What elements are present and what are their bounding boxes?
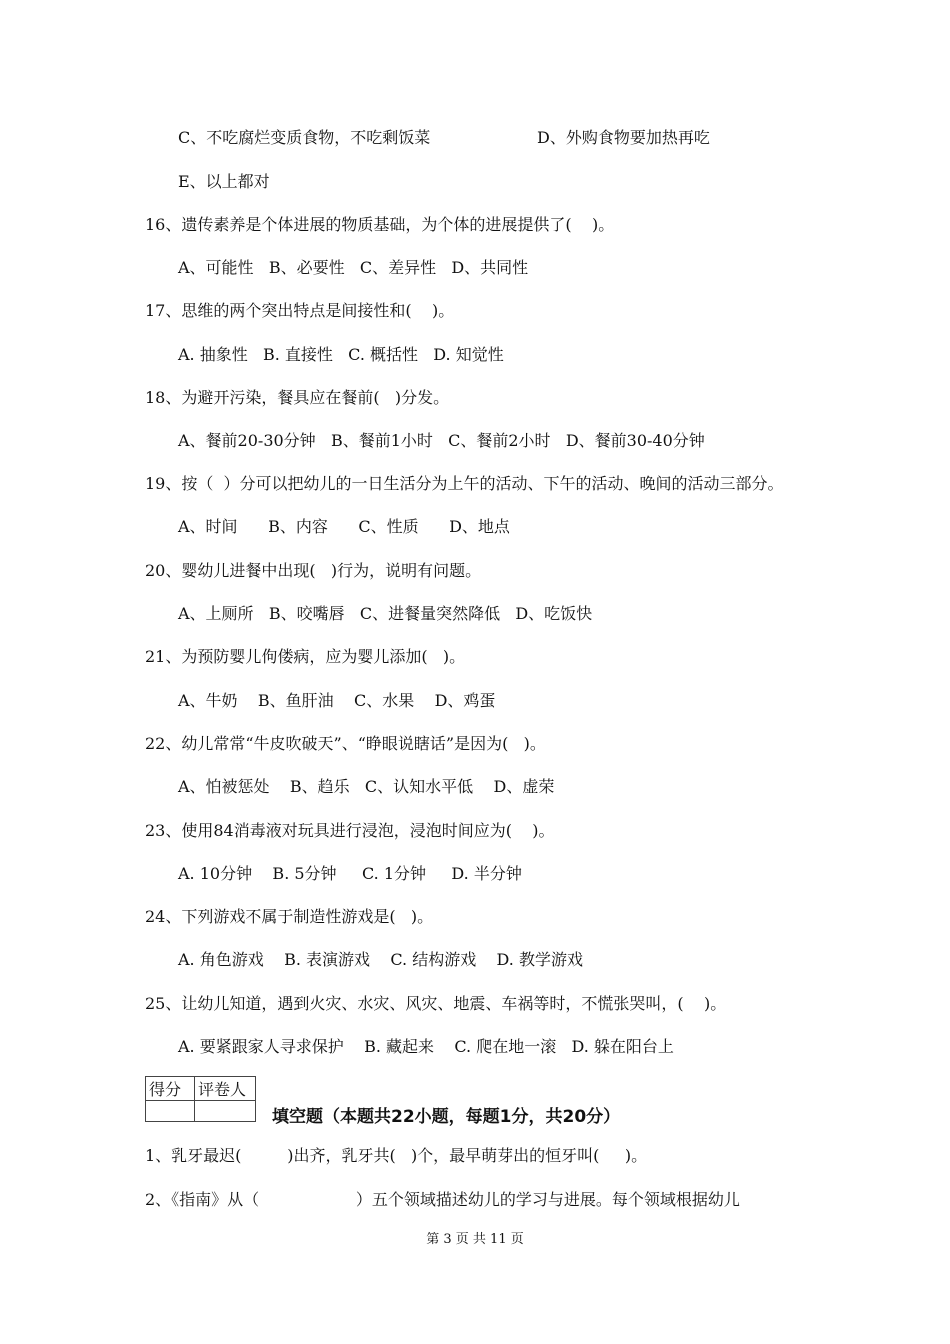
score-table	[145, 1076, 256, 1122]
grader-label: 评卷人	[195, 1077, 256, 1101]
score-label: 得分	[146, 1077, 195, 1101]
question-18-options: A、餐前20-30分钟 B、餐前1小时 C、餐前2小时 D、餐前30-40分钟	[178, 431, 705, 450]
question-23: 23、使用84消毒液对玩具进行浸泡，浸泡时间应为( )。	[145, 821, 555, 840]
question-23-options: A. 10分钟 B. 5分钟 C. 1分钟 D. 半分钟	[178, 864, 522, 883]
question-22-options: A、怕被惩处 B、趋乐 C、认知水平低 D、虚荣	[178, 777, 555, 796]
question-16-options: A、可能性 B、必要性 C、差异性 D、共同性	[178, 258, 529, 277]
question-15-option-e: E、以上都对	[178, 172, 270, 191]
question-24-options: A. 角色游戏 B. 表演游戏 C. 结构游戏 D. 教学游戏	[178, 950, 583, 969]
question-15-option-d: D、外购食物要加热再吃	[537, 128, 710, 147]
score-cell	[146, 1101, 195, 1122]
page-footer: 第 3 页 共 11 页	[426, 1232, 524, 1247]
question-21-options: A、牛奶 B、鱼肝油 C、水果 D、鸡蛋	[178, 691, 496, 710]
fill-question-1: 1、乳牙最迟( )出齐，乳牙共( )个，最早萌芽出的恒牙叫( )。	[145, 1146, 648, 1165]
question-18: 18、为避开污染，餐具应在餐前( )分发。	[145, 388, 450, 407]
question-25-options: A. 要紧跟家人寻求保护 B. 藏起来 C. 爬在地一滚 D. 躲在阳台上	[178, 1037, 674, 1056]
section-title: 填空题（本题共22小题，每题1分，共20分）	[272, 1107, 621, 1127]
grader-cell	[195, 1101, 256, 1122]
question-17-options: A. 抽象性 B. 直接性 C. 概括性 D. 知觉性	[178, 345, 504, 364]
question-17: 17、思维的两个突出特点是间接性和( )。	[145, 301, 455, 320]
question-15-option-c: C、不吃腐烂变质食物，不吃剩饭菜	[178, 128, 431, 147]
question-20: 20、婴幼儿进餐中出现( )行为，说明有问题。	[145, 561, 482, 580]
question-19-options: A、时间 B、内容 C、性质 D、地点	[178, 517, 510, 536]
question-25: 25、让幼儿知道，遇到火灾、水灾、风灾、地震、车祸等时，不慌张哭叫，( )。	[145, 994, 727, 1013]
question-24: 24、下列游戏不属于制造性游戏是( )。	[145, 907, 434, 926]
question-21: 21、为预防婴儿佝偻病，应为婴儿添加( )。	[145, 647, 466, 666]
question-22: 22、幼儿常常“牛皮吹破天”、“睁眼说瞎话”是因为( )。	[145, 734, 546, 753]
question-16: 16、遗传素养是个体进展的物质基础，为个体的进展提供了( )。	[145, 215, 615, 234]
fill-question-2: 2、《指南》从（ ）五个领域描述幼儿的学习与进展。每个领域根据幼儿	[145, 1190, 740, 1209]
question-19: 19、按（ ）分可以把幼儿的一日生活分为上午的活动、下午的活动、晚间的活动三部分。	[145, 474, 784, 493]
question-20-options: A、上厕所 B、咬嘴唇 C、进餐量突然降低 D、吃饭快	[178, 604, 593, 623]
